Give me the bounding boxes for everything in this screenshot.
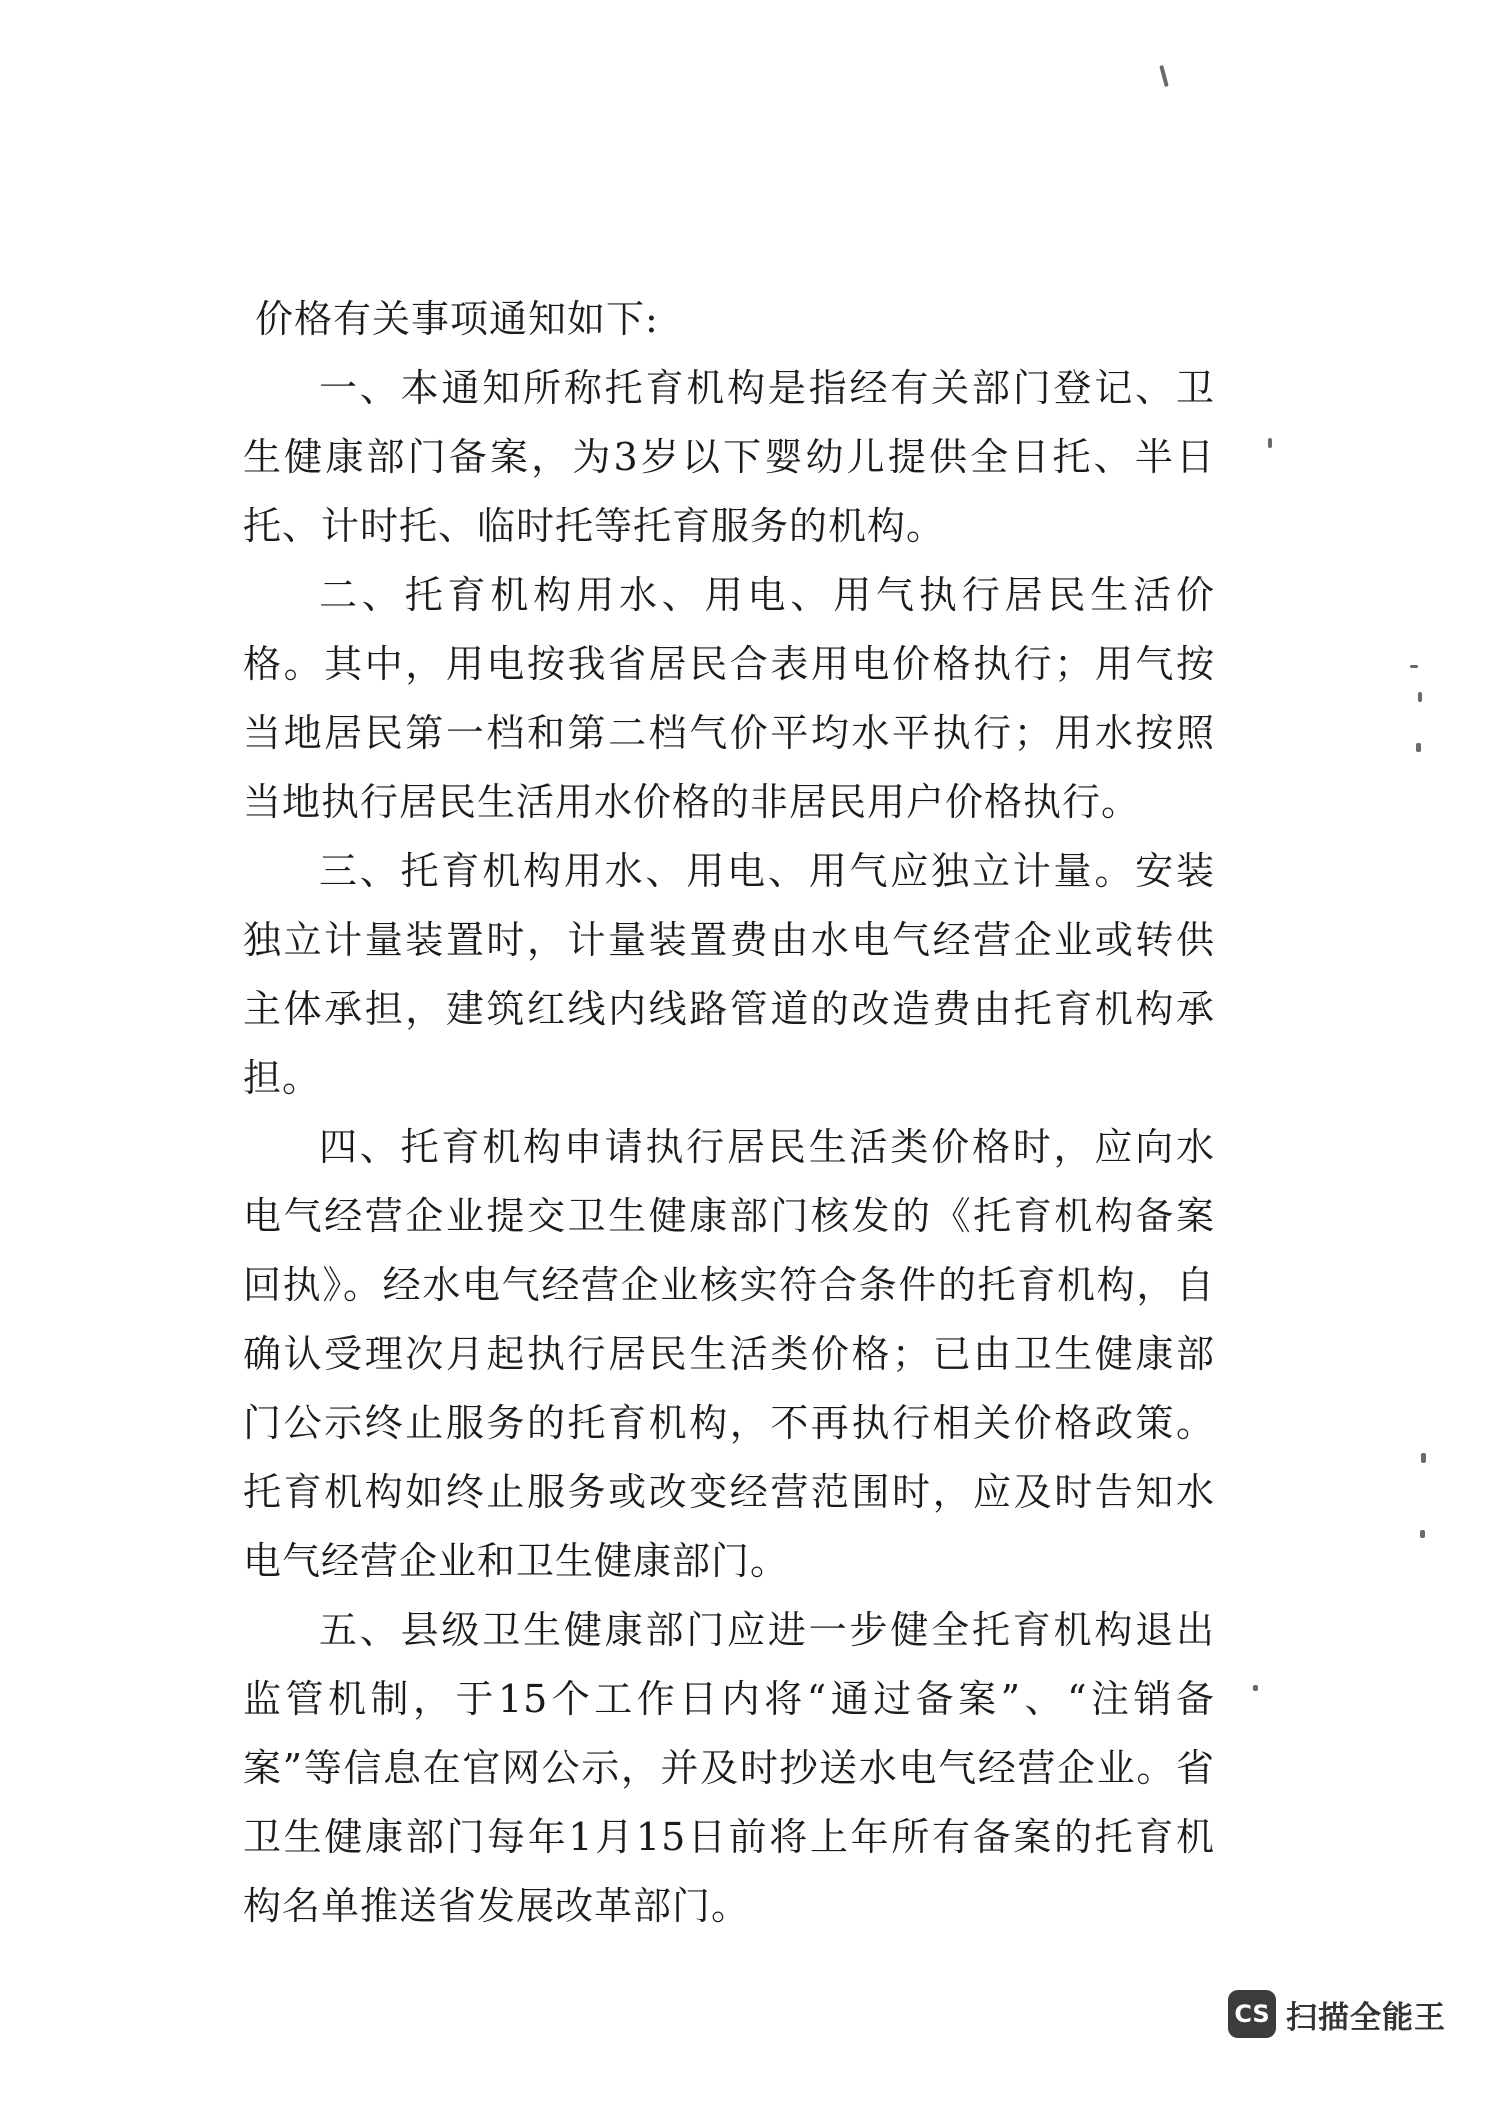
scan-speck <box>1253 1685 1258 1691</box>
intro-line: 价格有关事项通知如下: <box>255 297 659 341</box>
paragraph-2: 二、托育机构用水、用电、用气执行居民生活价格。其中，用电按我省居民合表用电价格执行；用气按当地居民第一档和第二档气价平均水平执行；用水按照当地执行居民生活用水价格的非居民用户价格执行。 <box>243 573 1215 824</box>
watermark-brand: 扫描全能王 <box>1286 1999 1446 2036</box>
scan-speck <box>1159 65 1169 87</box>
scan-speck <box>1416 743 1421 752</box>
camscanner-watermark <box>1228 1990 1446 2038</box>
scan-speck <box>1420 1530 1425 1538</box>
scan-speck <box>1418 692 1422 702</box>
paragraph-1: 一、本通知所称托育机构是指经有关部门登记、卫生健康部门备案，为3岁以下婴幼儿提供全日托、半日托、计时托、临时托等托育服务的机构。 <box>243 366 1215 548</box>
paragraph-4: 四、托育机构申请执行居民生活类价格时，应向水电气经营企业提交卫生健康部门核发的《托育机构备案回执》。经水电气经营企业核实符合条件的托育机构，自确认受理次月起执行居民生活类价格；已由卫生健康部门公示终止服务的托育机构，不再执行相关价格政策。托育机构如终止服务或改变经营范围时，应及时告知水电气经营企业和卫生健康部门。 <box>243 1125 1215 1583</box>
document-body <box>243 285 1215 1941</box>
scan-speck <box>1421 1453 1426 1463</box>
scan-speck <box>1268 438 1272 448</box>
paragraph-3: 三、托育机构用水、用电、用气应独立计量。安装独立计量装置时，计量装置费由水电气经营企业或转供主体承担，建筑红线内线路管道的改造费由托育机构承担。 <box>243 849 1215 1100</box>
cs-logo-icon: CS <box>1228 1990 1276 2038</box>
paragraph-5: 五、县级卫生健康部门应进一步健全托育机构退出监管机制，于15个工作日内将“通过备案”、“注销备案”等信息在官网公示，并及时抄送水电气经营企业。省卫生健康部门每年1月15日前将上年所有备案的托育机构名单推送省发展改革部门。 <box>243 1608 1215 1928</box>
scan-speck <box>1410 665 1418 668</box>
